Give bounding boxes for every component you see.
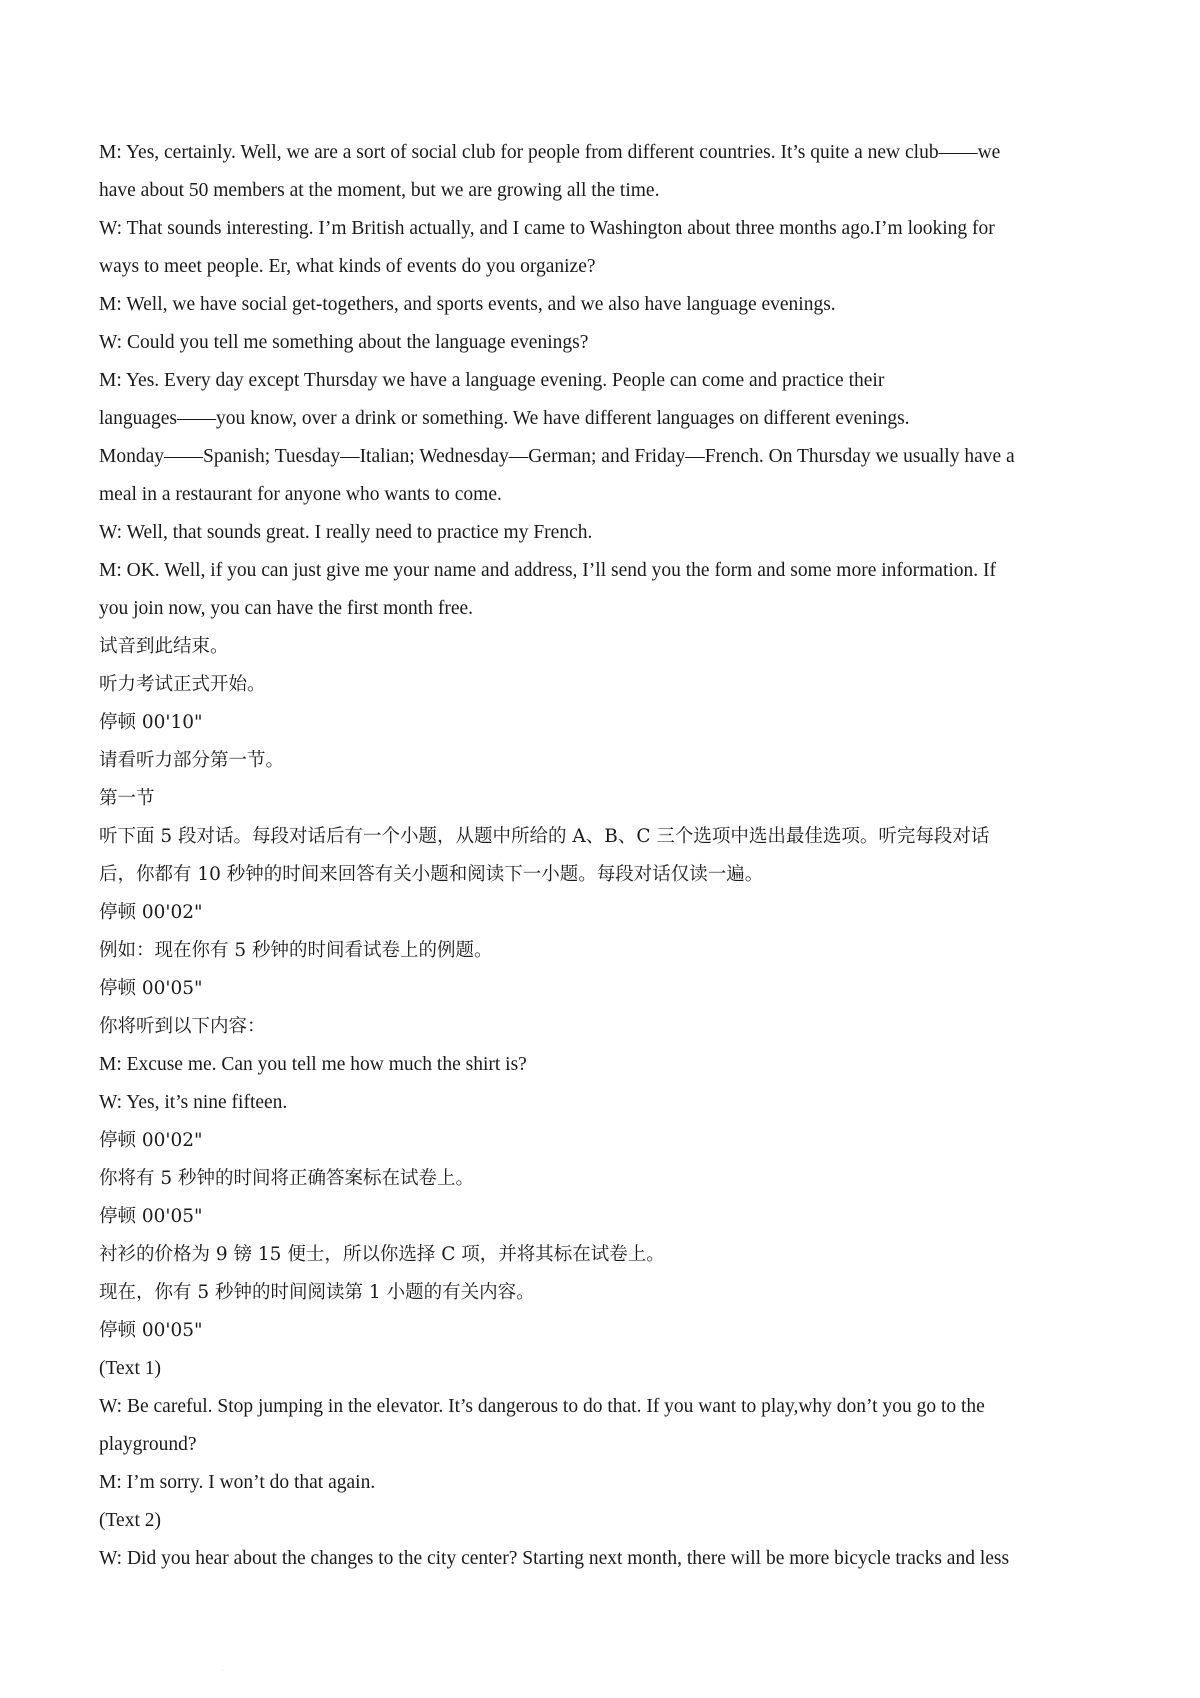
text-line: 第一节 — [99, 788, 155, 809]
text-line: W: Well, that sounds great. I really need to practice my French. — [99, 522, 593, 543]
text-line: M: Excuse me. Can you tell me how much the shirt is? — [99, 1054, 527, 1075]
text-line: 停顿 00'10" — [99, 712, 203, 733]
text-line: W: Yes, it’s nine fifteen. — [99, 1092, 288, 1113]
text-line: 例如：现在你有 5 秒钟的时间看试卷上的例题。 — [99, 940, 493, 961]
text-line: W: Could you tell me something about the language evenings? — [99, 332, 589, 353]
text-line: ways to meet people. Er, what kinds of events do you organize? — [99, 256, 596, 277]
text-line: M: Yes, certainly. Well, we are a sort of social club for people from different countries. It’s quite a new club——we — [99, 142, 1001, 163]
text-line: 停顿 00'05" — [99, 1206, 203, 1227]
text-line: 听力考试正式开始。 — [99, 674, 266, 695]
text-line: 试音到此结束。 — [99, 636, 229, 657]
text-line: languages——you know, over a drink or something. We have different languages on different evenings. — [99, 408, 910, 429]
text-line: 停顿 00'02" — [99, 902, 203, 923]
text-line: 衬衫的价格为 9 镑 15 便士，所以你选择 C 项，并将其标在试卷上。 — [99, 1244, 665, 1265]
text-line: (Text 2) — [99, 1510, 161, 1531]
text-line: M: Well, we have social get-togethers, and sports events, and we also have language evenings. — [99, 294, 836, 315]
text-line: W: Did you hear about the changes to the city center? Starting next month, there will be more bicycle tracks and less — [99, 1548, 1010, 1569]
text-line: meal in a restaurant for anyone who wants to come. — [99, 484, 502, 505]
text-line: 后，你都有 10 秒钟的时间来回答有关小题和阅读下一小题。每段对话仅读一遍。 — [99, 864, 764, 885]
text-line: 听下面 5 段对话。每段对话后有一个小题，从题中所给的 A、B、C 三个选项中选出最佳选项。听完每段对话 — [99, 826, 990, 847]
document-body — [99, 134, 1119, 1578]
text-line: 请看听力部分第一节。 — [99, 750, 285, 771]
text-line: playground? — [99, 1434, 197, 1455]
text-line: M: OK. Well, if you can just give me your name and address, I’ll send you the form and some more information. If — [99, 560, 997, 581]
footer-mark: · — [222, 1668, 224, 1675]
text-line: have about 50 members at the moment, but we are growing all the time. — [99, 180, 660, 201]
text-line: 现在，你有 5 秒钟的时间阅读第 1 小题的有关内容。 — [99, 1282, 535, 1303]
text-line: 停顿 00'02" — [99, 1130, 203, 1151]
text-line: 停顿 00'05" — [99, 1320, 203, 1341]
text-line: W: Be careful. Stop jumping in the elevator. It’s dangerous to do that. If you want to play,why don’t you go to the — [99, 1396, 985, 1417]
text-line: M: Yes. Every day except Thursday we have a language evening. People can come and practice their — [99, 370, 885, 391]
text-line: W: That sounds interesting. I’m British actually, and I came to Washington about three months ago.I’m looking for — [99, 218, 995, 239]
text-line: 你将听到以下内容： — [99, 1016, 266, 1037]
text-line: you join now, you can have the first month free. — [99, 598, 474, 619]
text-line: (Text 1) — [99, 1358, 161, 1379]
text-line: M: I’m sorry. I won’t do that again. — [99, 1472, 376, 1493]
text-line: 你将有 5 秒钟的时间将正确答案标在试卷上。 — [99, 1168, 475, 1189]
text-line: 停顿 00'05" — [99, 978, 203, 999]
text-line: Monday——Spanish; Tuesday—Italian; Wednesday—German; and Friday—French. On Thursday we usually have a — [99, 446, 1015, 467]
